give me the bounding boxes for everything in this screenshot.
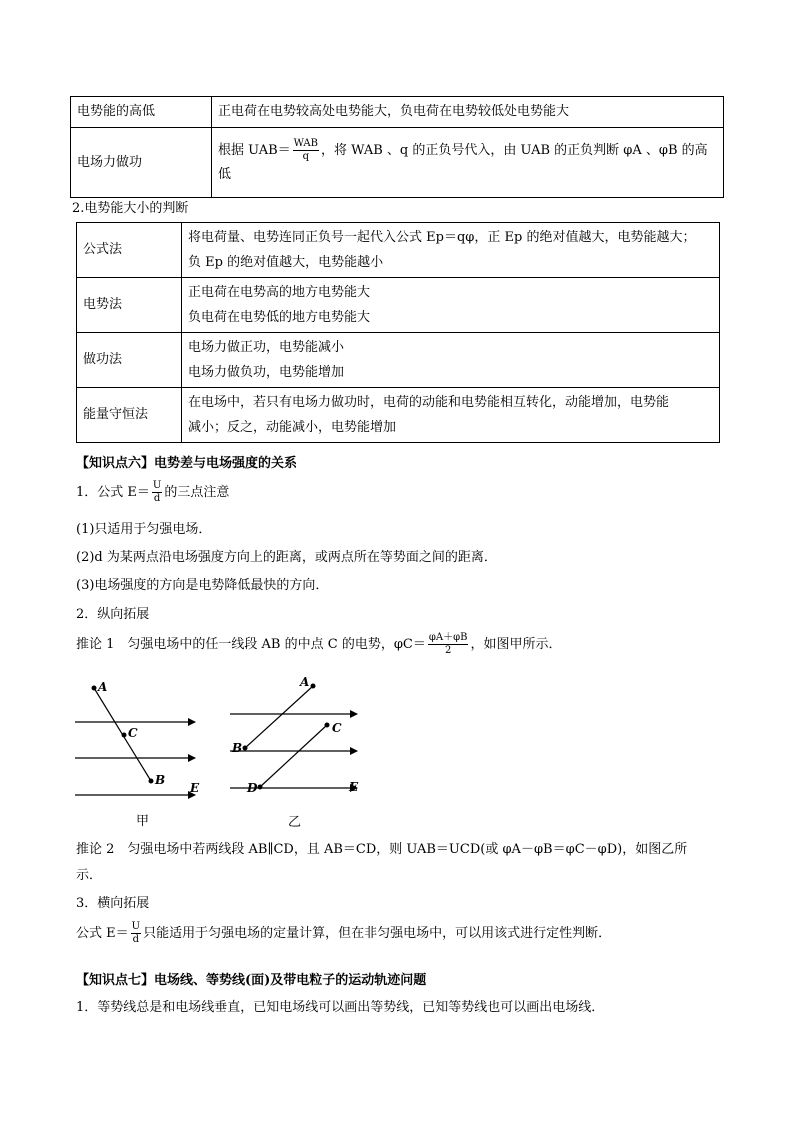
fraction: $\frac{U}{d}$: [131, 921, 141, 945]
caption-right: 乙: [288, 815, 302, 830]
segment-cd: [260, 725, 327, 787]
row-label: 公式法: [77, 223, 182, 278]
paragraph: 1．公式 E＝ $\frac{U}{d}$ 的三点注意: [76, 480, 230, 504]
label-d: D: [247, 781, 258, 795]
table-potential-energy: [70, 96, 724, 198]
section-heading: 【知识点六】电势差与电场强度的关系: [76, 456, 298, 471]
row-label: 电势能的高低: [71, 97, 212, 128]
table-row: [77, 333, 720, 388]
label-e: E: [349, 780, 359, 794]
row-content-line1: 根据 UAB＝ $\frac{\text{WAB}}{q}$ ，将 WAB 、q 的正负号代入，由 UAB 的正负判断 φA 、φB 的高: [218, 138, 708, 162]
table-row: [77, 223, 720, 278]
label-b: B: [155, 773, 166, 787]
point-c: [325, 723, 330, 728]
paragraph: (3)电场强度的方向是电势降低最快的方向．: [76, 578, 329, 593]
paragraph: 推论 1 匀强电场中的任一线段 AB 的中点 C 的电势，φC＝ $\frac{\varphi A+\varphi B}{2}$ ，如图甲所示．: [76, 632, 562, 656]
row-content: [212, 128, 724, 198]
fraction: $\frac{U}{d}$: [152, 480, 162, 504]
paragraph: 2．纵向拓展: [76, 607, 150, 622]
point-b: [243, 746, 248, 751]
paragraph: 公式 E＝ $\frac{U}{d}$ 只能适用于匀强电场的定量计算，但在非匀强电场中，可以用该式进行定性判断．: [76, 921, 612, 945]
paragraph: 推论 2 匀强电场中若两线段 AB∥CD，且 AB＝CD，则 UAB＝UCD(或 φA－φB＝φC－φD)，如图乙所: [76, 842, 688, 857]
table-row: [71, 97, 724, 128]
row-label: 电势法: [77, 278, 182, 333]
table-row: [77, 388, 720, 443]
section-heading: 【知识点七】电场线、等势线(面)及带电粒子的运动轨迹问题: [76, 973, 427, 988]
fraction: $\frac{\text{WAB}}{q}$: [293, 138, 318, 162]
figure-right: [230, 675, 359, 830]
paragraph: 示．: [76, 868, 103, 883]
label-a: A: [300, 675, 310, 689]
row-content: 将电荷量、电势连同正负号一起代入公式 Ep＝qφ，正 Ep 的绝对值越大，电势能越大； 负 Ep 的绝对值越大，电势能越小: [182, 223, 720, 278]
point-c: [122, 733, 127, 738]
point-d: [258, 785, 263, 790]
table-row: [77, 278, 720, 333]
point-a: [311, 684, 316, 689]
label-b: B: [232, 741, 243, 755]
label-a: A: [98, 680, 108, 694]
figure-left: [75, 680, 200, 829]
paragraph: (1)只适用于匀强电场．: [76, 522, 212, 537]
label-e: E: [190, 781, 200, 795]
row-label: 能量守恒法: [77, 388, 182, 443]
point-a: [92, 686, 97, 691]
segment-ab: [245, 686, 313, 748]
field-diagram: [60, 668, 380, 833]
row-content-line2: 低: [218, 167, 232, 182]
paragraph: (2)d 为某两点沿电场强度方向上的距离，或两点所在等势面之间的距离．: [76, 550, 497, 565]
point-b: [149, 779, 154, 784]
row-label: 电场力做功: [71, 128, 212, 198]
label-c: C: [332, 721, 342, 735]
section-title: 2.电势能大小的判断: [72, 201, 189, 216]
paragraph: 1．等势线总是和电场线垂直，已知电场线可以画出等势线，已知等势线也可以画出电场线．: [76, 1000, 605, 1015]
table-row: [71, 128, 724, 198]
row-label: 做功法: [77, 333, 182, 388]
fraction: $\frac{\varphi A+\varphi B}{2}$: [428, 632, 468, 656]
row-content: 在电场中，若只有电场力做功时，电荷的动能和电势能相互转化，动能增加，电势能 减小；反之，动能减小，电势能增加: [182, 388, 720, 443]
row-content: 正电荷在电势较高处电势能大，负电荷在电势较低处电势能大: [212, 97, 724, 128]
label-c: C: [128, 726, 138, 740]
caption-left: 甲: [136, 814, 150, 829]
table-judgment-methods: [76, 222, 720, 443]
paragraph: 3．横向拓展: [76, 896, 150, 911]
row-content: 正电荷在电势高的地方电势能大 负电荷在电势低的地方电势能大: [182, 278, 720, 333]
row-content: 电场力做正功，电势能减小 电场力做负功，电势能增加: [182, 333, 720, 388]
